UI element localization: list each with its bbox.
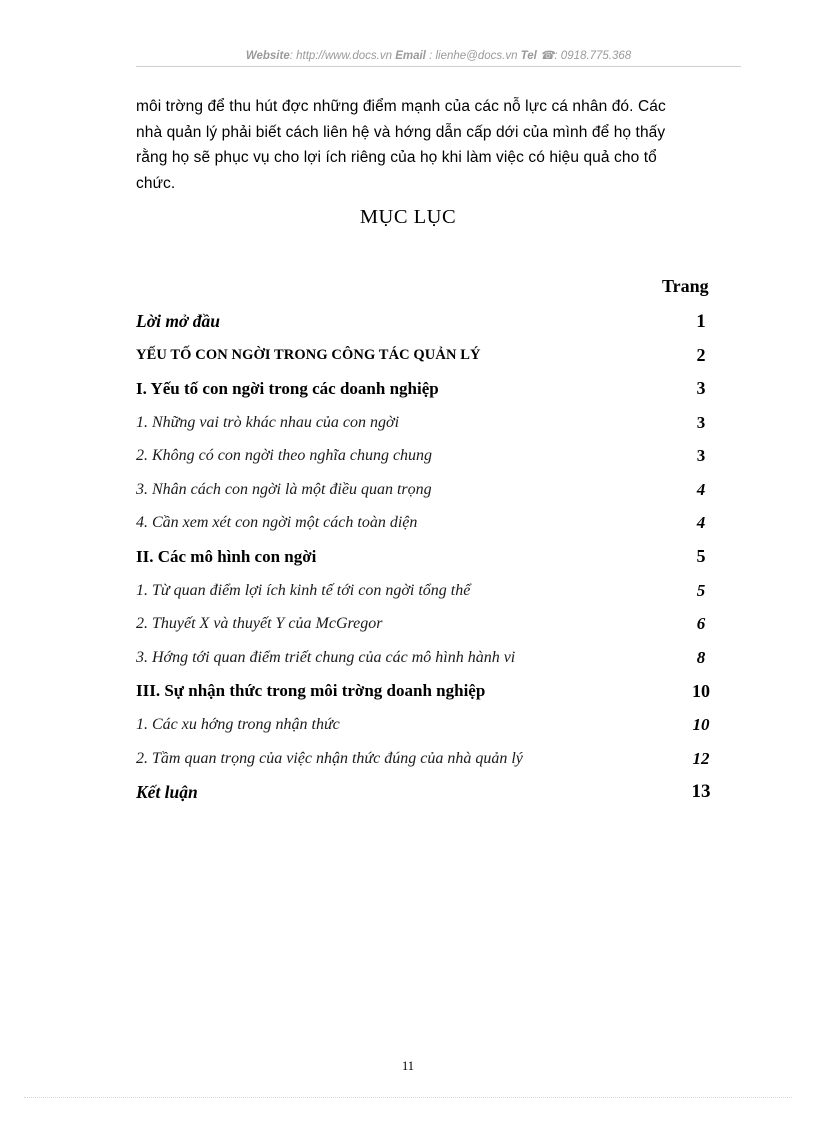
website-value: : http://www.docs.vn bbox=[289, 50, 392, 62]
toc-entry-title: III. Sự nhận thức trong môi trờng doanh nghiệp bbox=[136, 681, 486, 701]
toc-row bbox=[136, 641, 721, 675]
toc-entry-title: 4. Cần xem xét con ngời một cách toàn diện bbox=[136, 514, 418, 532]
toc-entry-title: 2. Không có con ngời theo nghĩa chung chung bbox=[136, 447, 433, 465]
toc-row bbox=[136, 439, 721, 473]
toc-entry-title: I. Yếu tố con ngời trong các doanh nghiệp bbox=[136, 378, 439, 398]
toc-row bbox=[136, 473, 721, 507]
toc-row bbox=[136, 742, 721, 776]
toc-entry-page: 4 bbox=[696, 513, 706, 533]
toc-entry-title: 3. Hớng tới quan điểm triết chung của các mô hình hành vi bbox=[136, 648, 516, 666]
toc-entry-title: Lời mở đầu bbox=[136, 311, 220, 332]
toc-entry-title: 2. Tầm quan trọng của việc nhận thức đúng của nhà quản lý bbox=[136, 749, 523, 767]
website-label: Website bbox=[245, 50, 290, 62]
toc-entry-page: 10 bbox=[692, 714, 710, 734]
intro-line: chức. bbox=[136, 174, 176, 192]
toc-row bbox=[136, 775, 721, 809]
toc-entry-page: 6 bbox=[696, 614, 706, 634]
toc-entry-title: 1. Những vai trò khác nhau của con ngời bbox=[136, 413, 400, 431]
intro-line: nhà quản lý phải biết cách liên hệ và hớng dẫn cấp dới của mình để họ thấy bbox=[136, 123, 666, 141]
toc-entry-title: Kết luận bbox=[136, 781, 198, 802]
toc-entry-page: 3 bbox=[696, 378, 706, 399]
toc-entry-title: 2. Thuyết X và thuyết Y của McGregor bbox=[136, 615, 383, 633]
intro-line: môi trờng để thu hút đợc những điểm mạnh của các nỗ lực cá nhân đó. Các bbox=[136, 98, 666, 115]
tel-value: : 0918.775.368 bbox=[554, 50, 632, 62]
toc-row bbox=[136, 339, 721, 373]
toc-row bbox=[136, 406, 721, 440]
toc-entry-title: 3. Nhân cách con ngời là một điều quan trọng bbox=[136, 480, 432, 498]
footer-divider bbox=[24, 1097, 792, 1098]
toc-row bbox=[136, 574, 721, 608]
toc-row bbox=[136, 507, 721, 541]
header-divider bbox=[136, 66, 741, 67]
toc-entry-page: 1 bbox=[696, 310, 706, 332]
toc-row bbox=[136, 305, 721, 339]
page-header bbox=[136, 48, 741, 62]
toc-entry-page: 13 bbox=[691, 781, 711, 803]
phone-icon: ☎ bbox=[540, 50, 555, 62]
email-label: Email bbox=[395, 50, 426, 62]
toc-entry-page: 3 bbox=[696, 412, 706, 432]
page-number: 11 bbox=[401, 1059, 415, 1073]
toc-row bbox=[136, 540, 721, 574]
toc-page-column-label: Trang bbox=[662, 276, 709, 296]
toc-entry-title: II. Các mô hình con ngời bbox=[136, 546, 317, 566]
toc-entry-page: 8 bbox=[696, 647, 706, 667]
intro-paragraph bbox=[136, 94, 739, 196]
toc-entry-title: YẾU TỐ CON NGỜI TRONG CÔNG TÁC QUẢN LÝ bbox=[136, 346, 481, 363]
toc-entry-page: 5 bbox=[696, 580, 706, 600]
intro-line: rằng họ sẽ phục vụ cho lợi ích riêng của họ khi làm việc có hiệu quả cho tổ bbox=[136, 149, 657, 166]
toc-entry-page: 5 bbox=[696, 546, 706, 567]
toc-entry-title: 1. Các xu hớng trong nhận thức bbox=[136, 715, 340, 733]
toc-title: MỤC LỤC bbox=[359, 206, 457, 228]
tel-label: Tel bbox=[520, 50, 537, 62]
email-value: : lienhe@docs.vn bbox=[429, 50, 518, 62]
toc-row bbox=[136, 372, 721, 406]
toc-entry-page: 10 bbox=[692, 680, 710, 701]
toc-row bbox=[136, 708, 721, 742]
toc-entry-page: 3 bbox=[696, 446, 706, 466]
toc-entry-page: 2 bbox=[696, 344, 706, 365]
table-of-contents bbox=[136, 305, 721, 809]
toc-row bbox=[136, 607, 721, 641]
toc-entry-page: 12 bbox=[692, 748, 710, 768]
toc-entry-title: 1. Từ quan điểm lợi ích kinh tế tới con ngời tổng thể bbox=[136, 581, 471, 599]
toc-row bbox=[136, 675, 721, 709]
toc-entry-page: 4 bbox=[696, 479, 706, 499]
